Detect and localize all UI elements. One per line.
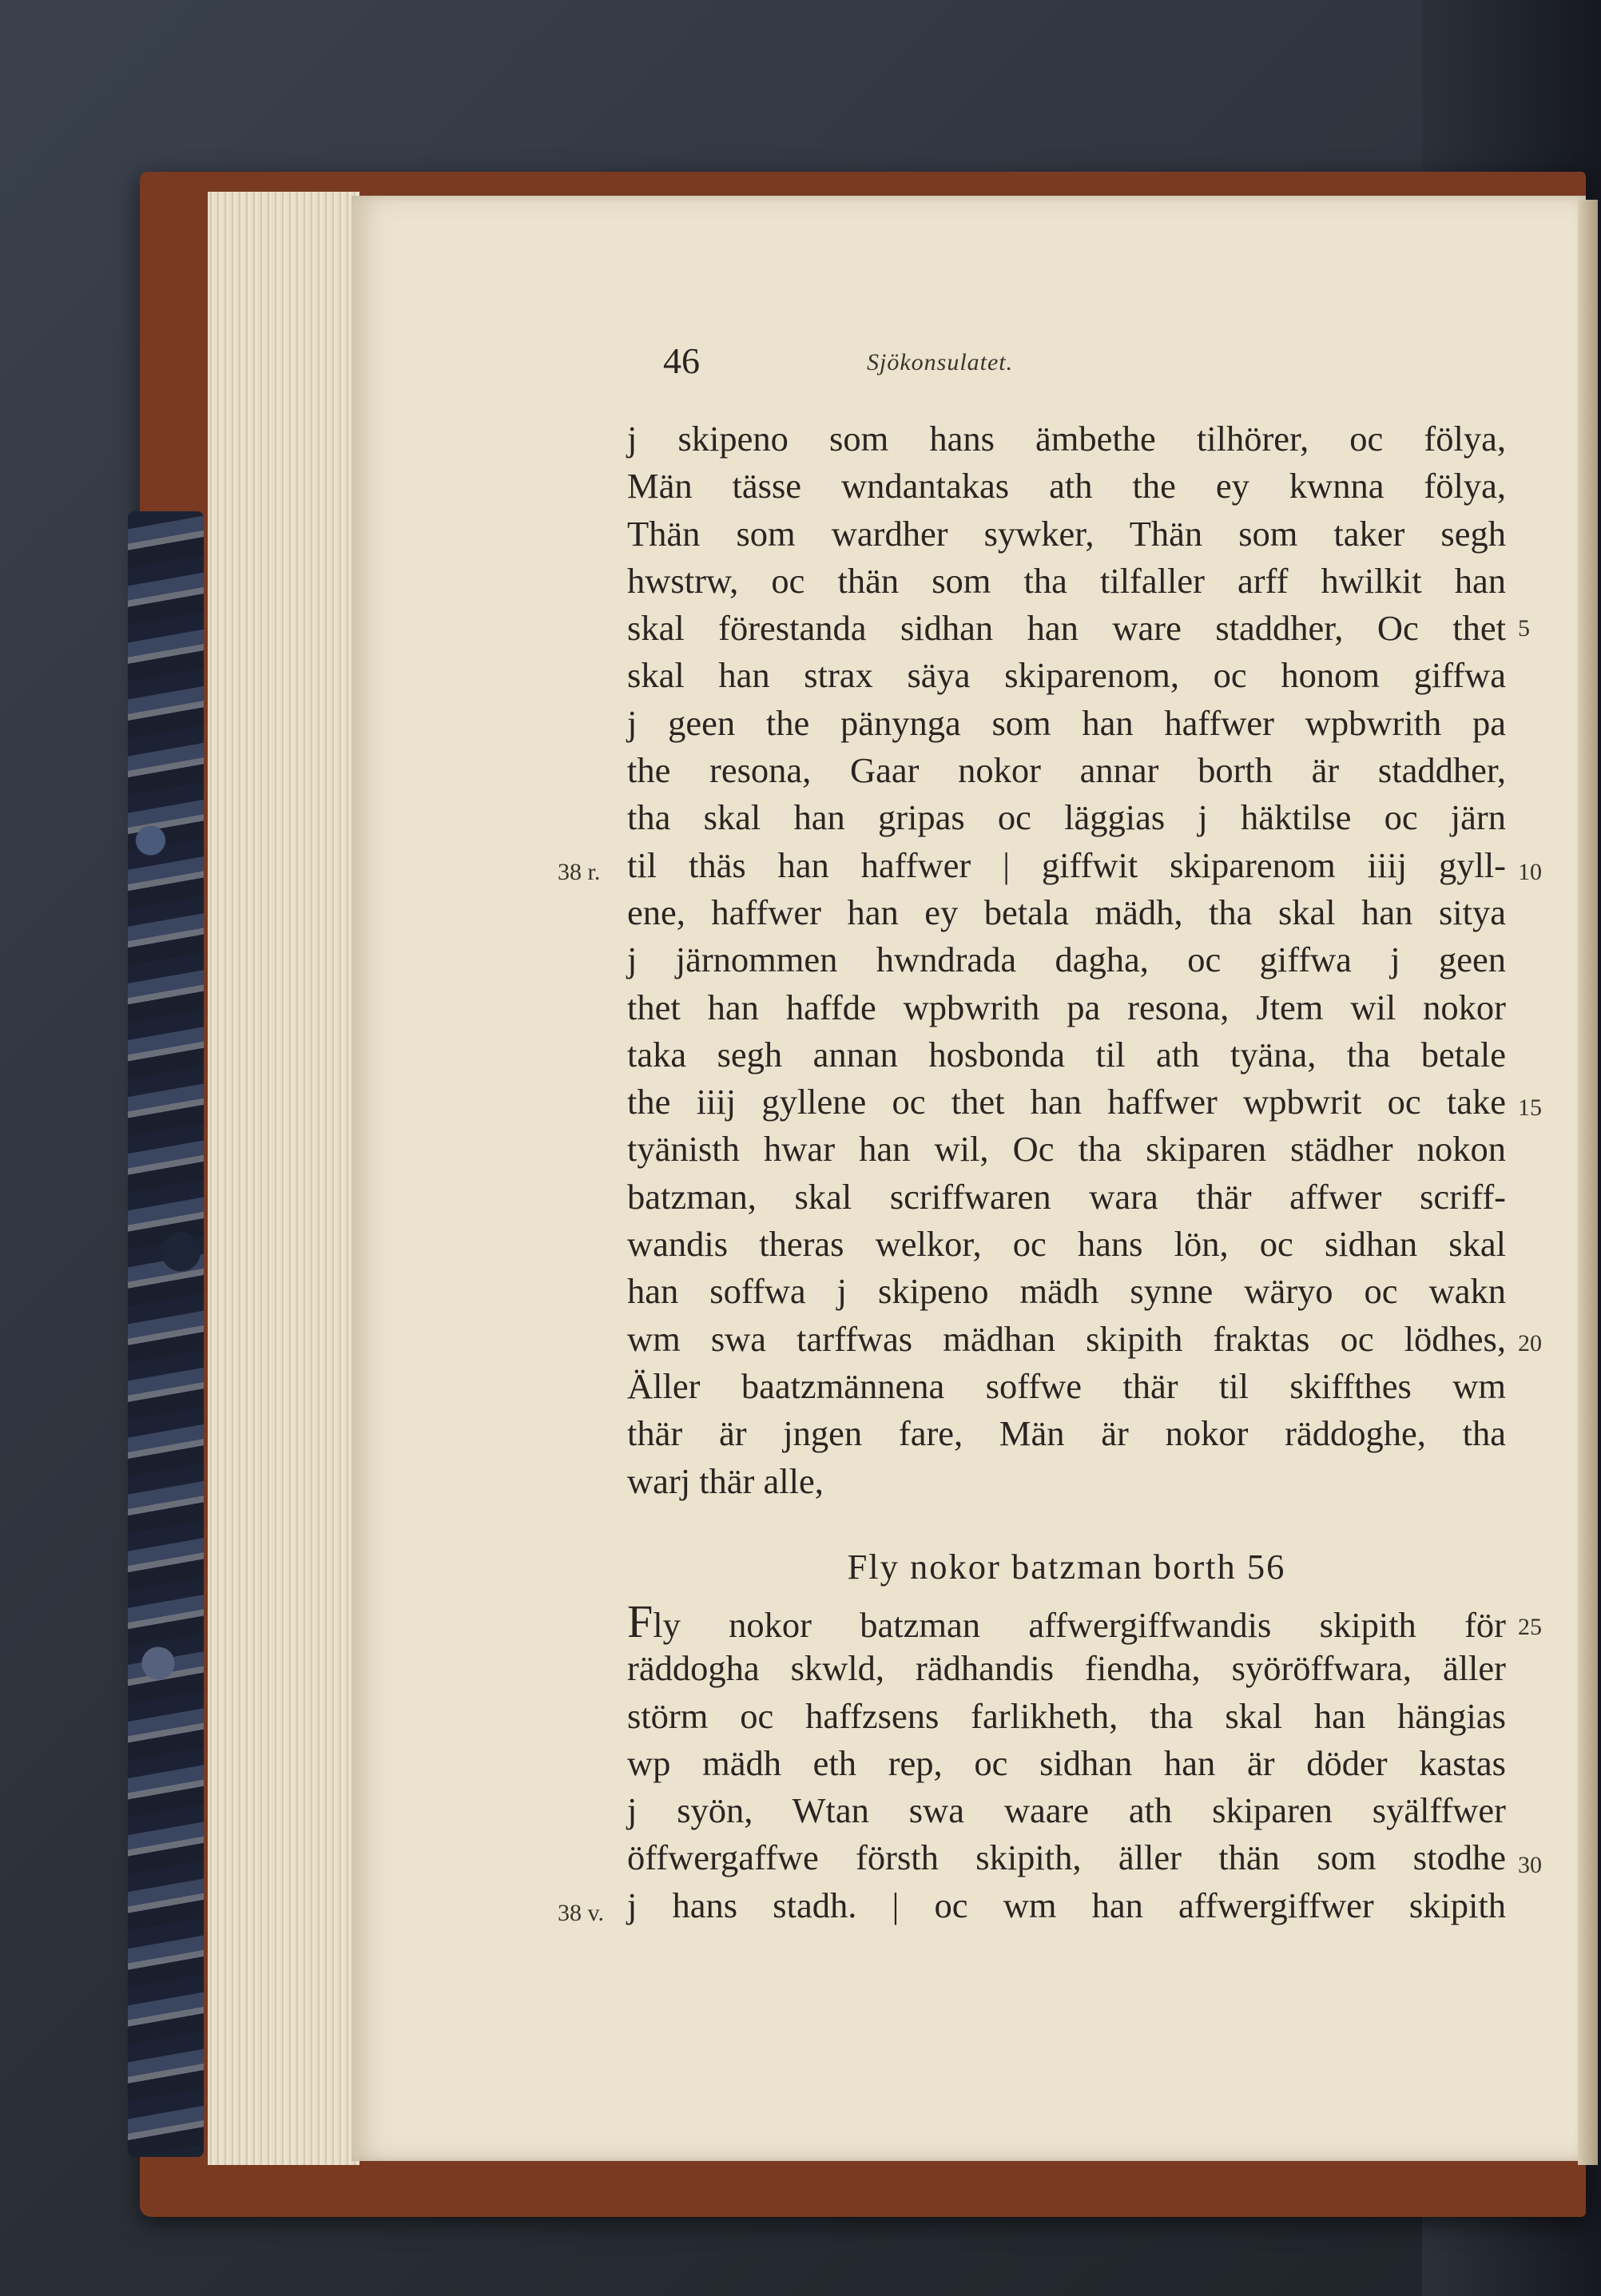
line-number-25: 25 — [1518, 1614, 1542, 1640]
page-stack-edges — [208, 192, 360, 2165]
text-line: taka segh annan hosbonda til ath tyäna, tha betale — [627, 1034, 1506, 1075]
text-line: tyänisth hwar han wil, Oc tha skiparen städher nokon — [627, 1129, 1506, 1170]
text-line: han soffwa j skipeno mädh synne wäryo oc wakn — [627, 1271, 1506, 1312]
text-line: störm oc haffzsens farlikheth, tha skal han hängias — [627, 1695, 1506, 1736]
page-header — [663, 340, 1502, 387]
text-line: tha skal han gripas oc läggias j häktilse oc järn — [627, 797, 1506, 838]
text-line: räddogha skwld, rädhandis fiendha, syöröffwara, äller — [627, 1648, 1506, 1689]
text-line: skal han strax säya skiparenom, oc honom giffwa — [627, 655, 1506, 696]
marbled-board-edge — [128, 511, 204, 2157]
line-number-10: 10 — [1518, 859, 1542, 885]
text-line: Thän som wardher sywker, Thän som taker segh — [627, 513, 1506, 554]
text-line: thär är jngen fare, Män är nokor räddoghe, tha — [627, 1413, 1506, 1454]
text-line: wm swa tarffwas mädhan skipith fraktas oc lödhes, — [627, 1318, 1506, 1359]
line-number-15: 15 — [1518, 1094, 1542, 1121]
page-gutter-edge — [1578, 200, 1598, 2165]
text-line: j järnommen hwndrada dagha, oc giffwa j geen — [627, 939, 1506, 980]
text-line: öffwergaffwe försth skipith, äller thän som stodhe — [627, 1837, 1506, 1878]
text-line: Äller baatzmännena soffwe thär til skiffthes wm — [627, 1365, 1506, 1406]
text-line: batzman, skal scriffwaren wara thär affwer scriff- — [627, 1176, 1506, 1217]
section-heading-block — [627, 1543, 1506, 1591]
folio-marker-38v: 38 v. — [558, 1900, 605, 1926]
text-line: warj thär alle, — [627, 1460, 824, 1501]
text-line: j hans stadh. | oc wm han affwergiffwer skipith — [627, 1885, 1506, 1925]
body-text — [627, 415, 1506, 1505]
text-line: the resona, Gaar nokor annar borth är staddher, — [627, 750, 1506, 791]
line-number-5: 5 — [1518, 615, 1530, 642]
running-title: Sjökonsulatet. — [867, 349, 1014, 375]
text-line: ene, haffwer han ey betala mädh, tha skal han sitya — [627, 892, 1506, 932]
folio-marker-38r: 38 r. — [558, 859, 601, 885]
text-line: thet han haffde wpbwrith pa resona, Jtem wil nokor — [627, 987, 1506, 1027]
text-line: Män tässe wndantakas ath the ey kwnna fölya, — [627, 466, 1506, 506]
section-heading: Fly nokor batzman borth 56 — [847, 1547, 1286, 1587]
text-line: Fly nokor batzman affwergiffwandis skipith för — [627, 1595, 1506, 1647]
text-line: wandis theras welkor, oc hans lön, oc sidhan skal — [627, 1224, 1506, 1265]
text-line: hwstrw, oc thän som tha tilfaller arff hwilkit han — [627, 560, 1506, 601]
text-line: wp mädh eth rep, oc sidhan han är döder kastas — [627, 1742, 1506, 1783]
text-line: j geen the pänynga som han haffwer wpbwrith pa — [627, 702, 1506, 743]
page-number: 46 — [663, 340, 700, 381]
text-line: j syön, Wtan swa waare ath skiparen syälffwer — [627, 1790, 1506, 1831]
line-number-20: 20 — [1518, 1330, 1542, 1357]
line-number-30: 30 — [1518, 1852, 1542, 1878]
section-text — [627, 1595, 1506, 1929]
text-line: skal förestanda sidhan han ware staddher, Oc thet — [627, 608, 1506, 649]
text-line: til thäs han haffwer | giffwit skiparenom iiij gyll- — [627, 844, 1506, 885]
text-line: j skipeno som hans ämbethe tilhörer, oc fölya, — [627, 419, 1506, 459]
text-line: the iiij gyllene oc thet han haffwer wpbwrit oc take — [627, 1082, 1506, 1122]
